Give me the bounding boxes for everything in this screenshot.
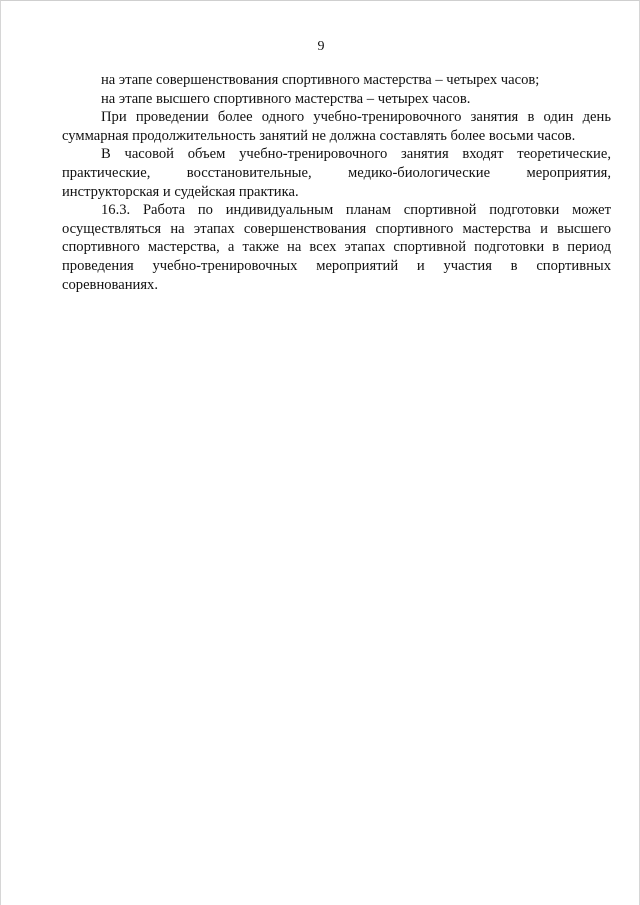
paragraph-session-content: В часовой объем учебно-тренировочного занятия входят теоретические, практические, восстановительные, медико-биологические мероприятия, инструкторская и судейская практика. bbox=[62, 146, 611, 200]
paragraph-stage-improvement: на этапе совершенствования спортивного мастерства – четырех часов; bbox=[101, 72, 540, 88]
paragraph-session-duration: При проведении более одного учебно-тренировочного занятия в один день суммарная продолжительность занятий не должна составлять более восьми часов. bbox=[62, 109, 611, 144]
paragraph-individual-plans: 16.3. Работа по индивидуальным планам спортивной подготовки может осуществляться на этапах совершенствования спортивного мастерства и высшего спортивного мастерства, а также на всех этапах спортивной подготовки в период проведения учебно-тренировочных мероприятий и участия в спортивных соревнованиях. bbox=[62, 202, 611, 293]
paragraph-stage-highest: на этапе высшего спортивного мастерства – четырех часов. bbox=[101, 90, 471, 107]
page-number: 9 bbox=[317, 39, 325, 54]
document-body bbox=[62, 71, 611, 294]
